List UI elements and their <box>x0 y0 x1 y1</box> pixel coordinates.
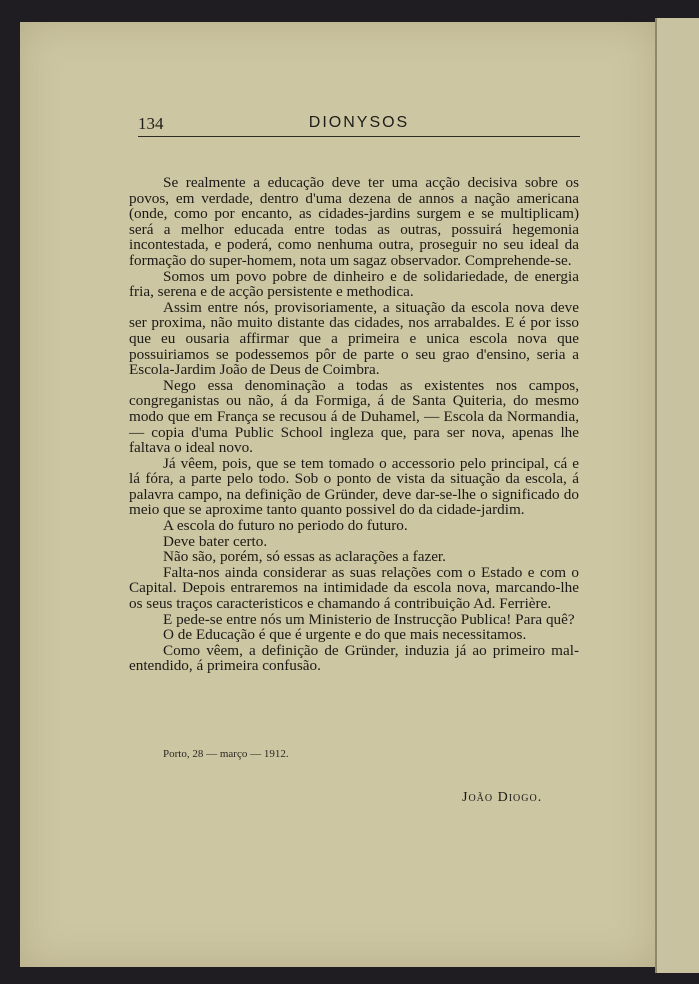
paragraph: Já vêem, pois, que se tem tomado o accessorio pelo principal, cá e lá fóra, a parte pelo todo. Sob o ponto de vista da situação da escola, á palavra campo, na definição de Gründer, deve dar-se-lhe o significado do meio que se aproxime tanto quanto possivel do da cidade-jardim. <box>129 454 579 519</box>
paragraph: Se realmente a educação deve ter uma acção decisiva sobre os povos, em verdade, dentro d'uma dezena de annos a nação americana (onde, como por encanto, as cidades-jardins surgem e se multiplicam) será a melhor educada entre todas as outras, possuirá hegemonia incontestada, e poderá, como nenhuma outra, proseguir no seu ideal da formação do super-homem, nota um sagaz observador. Comprehende-se. <box>129 174 579 269</box>
paragraph: Não são, porém, só essas as aclarações a fazer. <box>163 548 446 566</box>
paragraph: Como vêem, a definição de Gründer, induzia já ao primeiro mal-entendido, á primeira confusão. <box>129 641 579 675</box>
paragraph: Falta-nos ainda considerar as suas relações com o Estado e com o Capital. Depois entraremos na intimidade da escola nova, marcando-lhe os seus traços caracteristicos e chamando á contribuição Ad. Ferrière. <box>129 563 579 613</box>
paragraph: O de Educação é que é urgente e do que mais necessitamos. <box>163 626 527 644</box>
paragraph: A escola do futuro no periodo do futuro. <box>163 517 408 535</box>
paragraph: Somos um povo pobre de dinheiro e de solidariedade, de energia fria, serena e de acção persistente e methodica. <box>129 267 579 301</box>
article-body <box>129 175 579 674</box>
running-title: DIONYSOS <box>308 114 410 131</box>
page-header <box>138 114 580 137</box>
place-date: Porto, 28 — março — 1912. <box>163 748 289 760</box>
next-page-edge <box>655 18 699 973</box>
paragraph: Nego essa denominação a todas as existentes nos campos, congreganistas ou não, á da Formiga, á de Santa Quiteria, do mesmo modo que em França se recusou á de Duhamel, — Escola da Normandia, — copia d'uma Public School ingleza que, para ser nova, apenas lhe faltava o ideal novo. <box>129 376 579 457</box>
paragraph: Assim entre nós, provisoriamente, a situação da escola nova deve ser proxima, não muito distante das cidades, nos arrabaldes. E é por isso que eu ousaria affirmar que a primeira e unica escola nova que possuiriamos se podessemos pôr de parte o seu grao d'ensino, seria a Escola-Jardim João de Deus de Coimbra. <box>129 298 579 379</box>
paragraph: Deve bater certo. <box>163 532 268 550</box>
author-signature: João Diogo. <box>462 790 543 805</box>
page-number: 134 <box>138 114 164 133</box>
paragraph: E pede-se entre nós um Ministerio de Instrucção Publica! Para quê? <box>163 610 575 628</box>
